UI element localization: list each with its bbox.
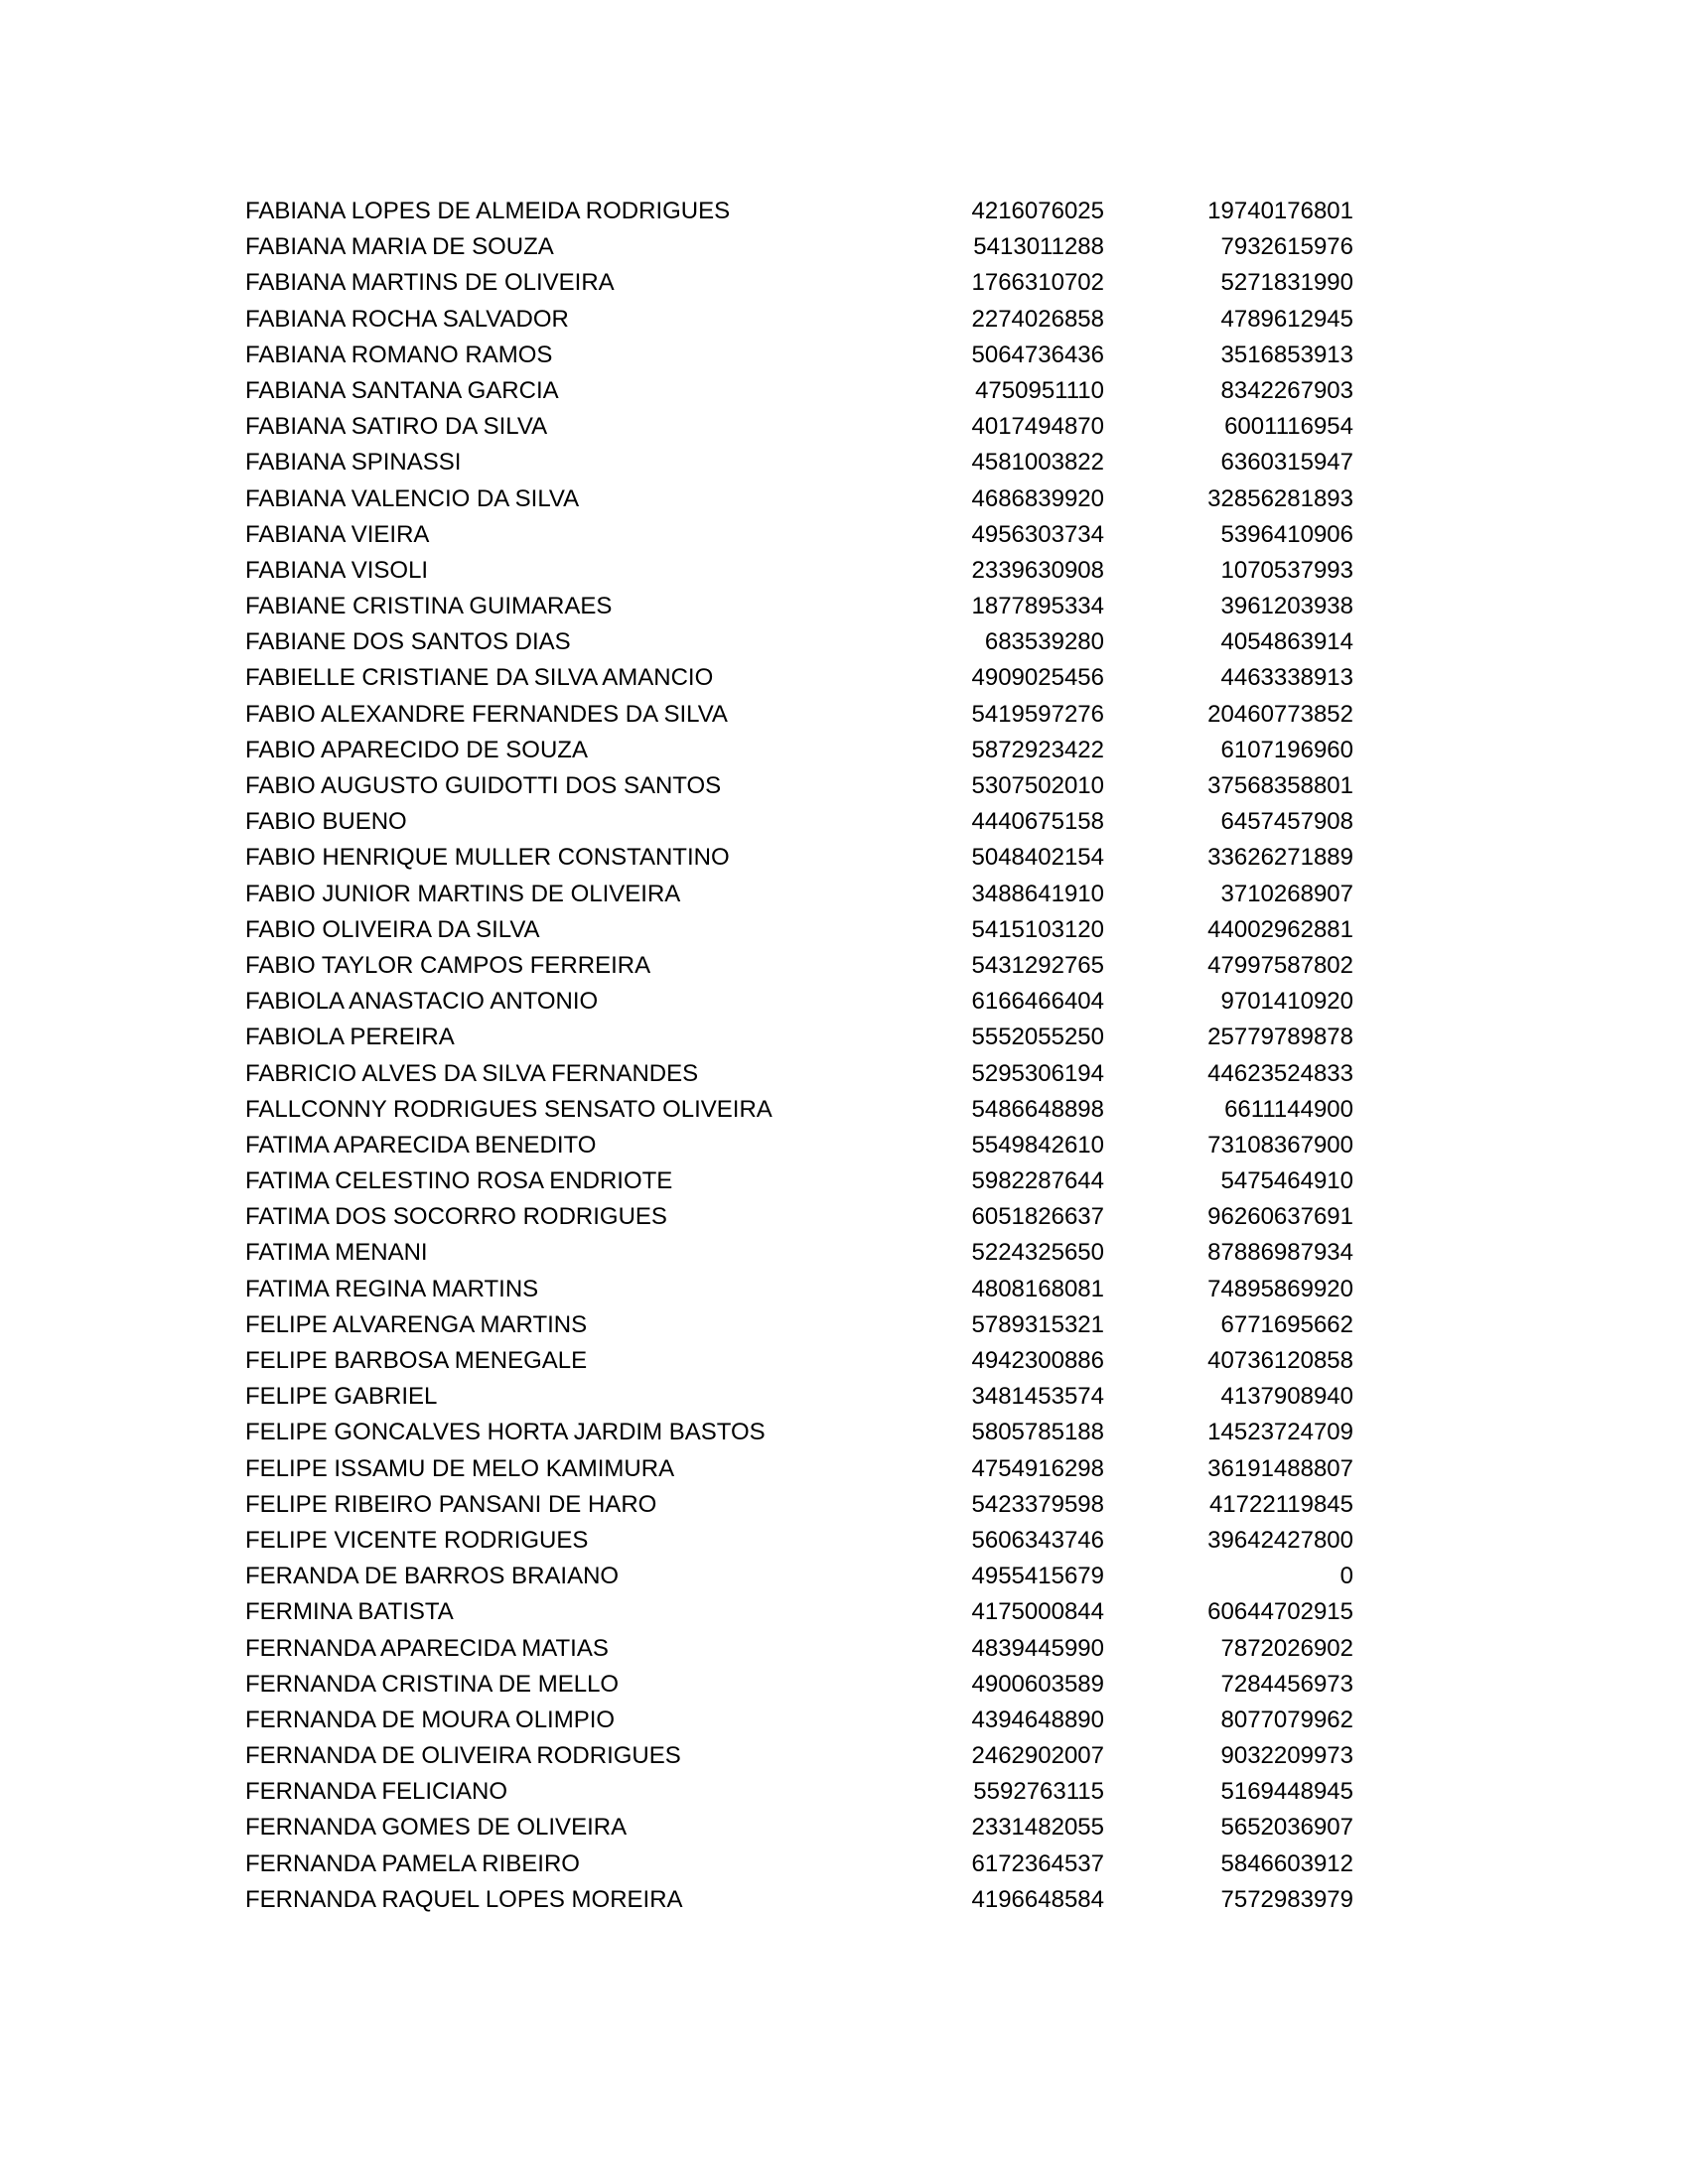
person-name: FABIANA SANTANA GARCIA (245, 376, 559, 404)
table-row (245, 517, 1353, 553)
value-1: 3488641910 (971, 880, 1104, 907)
value-1: 5789315321 (971, 1310, 1104, 1338)
value-2: 6457457908 (1220, 808, 1353, 836)
person-name: FABIANA VISOLI (245, 556, 429, 584)
value-1: 5549842610 (971, 1131, 1104, 1159)
table-row (245, 1631, 1353, 1667)
person-name: FATIMA DOS SOCORRO RODRIGUES (245, 1203, 667, 1231)
person-name: FABIANA SPINASSI (245, 449, 462, 477)
value-2: 14523724709 (1207, 1419, 1353, 1446)
person-name: FABIANA ROCHA SALVADOR (245, 305, 569, 333)
person-name: FERNANDA FELICIANO (245, 1778, 508, 1806)
value-2: 6611144900 (1224, 1095, 1353, 1123)
value-1: 4581003822 (971, 449, 1104, 477)
value-2: 74895869920 (1207, 1275, 1353, 1302)
value-1: 4440675158 (971, 808, 1104, 836)
table-row (245, 1559, 1353, 1594)
value-2: 1070537993 (1220, 556, 1353, 584)
person-name: FELIPE ISSAMU DE MELO KAMIMURA (245, 1454, 675, 1482)
value-2: 44623524833 (1207, 1059, 1353, 1087)
table-row (245, 302, 1353, 338)
value-1: 4839445990 (971, 1634, 1104, 1662)
person-name: FABIANA MARTINS DE OLIVEIRA (245, 269, 615, 297)
person-name: FABIO TAYLOR CAMPOS FERREIRA (245, 951, 651, 979)
person-name: FABIO APARECIDO DE SOUZA (245, 736, 588, 763)
value-1: 4394648890 (971, 1706, 1104, 1733)
person-name: FELIPE BARBOSA MENEGALE (245, 1347, 588, 1374)
table-row (245, 804, 1353, 840)
value-1: 2274026858 (971, 305, 1104, 333)
value-2: 4137908940 (1220, 1383, 1353, 1411)
person-name: FATIMA CELESTINO ROSA ENDRIOTE (245, 1167, 673, 1195)
value-1: 4216076025 (971, 198, 1104, 224)
table-row (245, 1379, 1353, 1415)
table-row (245, 265, 1353, 301)
table-row (245, 1056, 1353, 1092)
value-2: 60644702915 (1207, 1598, 1353, 1626)
value-1: 6166466404 (971, 988, 1104, 1016)
value-2: 41722119845 (1208, 1490, 1353, 1518)
value-2: 8077079962 (1220, 1706, 1353, 1733)
table-row (245, 660, 1353, 696)
table-row (245, 553, 1353, 589)
value-2: 6771695662 (1220, 1310, 1353, 1338)
value-1: 5048402154 (971, 844, 1104, 872)
person-name: FELIPE RIBEIRO PANSANI DE HARO (245, 1490, 657, 1518)
table-row (245, 1020, 1353, 1055)
table-row (245, 697, 1353, 733)
person-name: FABIO OLIVEIRA DA SILVA (245, 915, 540, 943)
value-1: 5606343746 (971, 1526, 1104, 1554)
table-row (245, 1163, 1353, 1199)
value-2: 40736120858 (1207, 1347, 1353, 1374)
value-2: 3516853913 (1220, 341, 1353, 368)
person-name: FELIPE GABRIEL (245, 1383, 438, 1411)
table-row (245, 229, 1353, 265)
value-1: 5307502010 (971, 772, 1104, 799)
value-2: 73108367900 (1207, 1131, 1353, 1159)
person-name: FERNANDA PAMELA RIBEIRO (245, 1849, 580, 1877)
person-name: FABIANE DOS SANTOS DIAS (245, 628, 571, 656)
person-name: FABIANA VIEIRA (245, 520, 430, 548)
person-name: FERNANDA APARECIDA MATIAS (245, 1634, 609, 1662)
table-row (245, 1703, 1353, 1738)
value-1: 4750951110 (975, 376, 1104, 404)
value-2: 8342267903 (1220, 376, 1353, 404)
value-1: 5413011288 (973, 233, 1104, 261)
table-row (245, 1343, 1353, 1379)
table-row (245, 409, 1353, 445)
table-row (245, 1882, 1353, 1918)
value-1: 5064736436 (971, 341, 1104, 368)
table-row (245, 1738, 1353, 1774)
value-1: 1766310702 (971, 269, 1104, 297)
table-row (245, 1307, 1353, 1343)
person-name: FATIMA REGINA MARTINS (245, 1275, 539, 1302)
person-name: FELIPE GONCALVES HORTA JARDIM BASTOS (245, 1419, 766, 1446)
value-1: 3481453574 (971, 1383, 1104, 1411)
value-1: 5224325650 (971, 1239, 1104, 1267)
value-1: 4956303734 (971, 520, 1104, 548)
value-2: 7572983979 (1220, 1885, 1353, 1913)
value-2: 4054863914 (1220, 628, 1353, 656)
table-row (245, 624, 1353, 660)
person-name: FABIO HENRIQUE MULLER CONSTANTINO (245, 844, 730, 872)
table-row (245, 1092, 1353, 1128)
value-1: 2339630908 (971, 556, 1104, 584)
value-2: 37568358801 (1207, 772, 1353, 799)
table-row (245, 1487, 1353, 1523)
person-name: FELIPE VICENTE RODRIGUES (245, 1526, 589, 1554)
table-row (245, 194, 1353, 229)
value-1: 4196648584 (971, 1885, 1104, 1913)
value-1: 4686839920 (971, 484, 1104, 512)
person-name: FERNANDA CRISTINA DE MELLO (245, 1670, 620, 1698)
person-name: FABIANA LOPES DE ALMEIDA RODRIGUES (245, 198, 731, 224)
table-row (245, 733, 1353, 768)
table-row (245, 1774, 1353, 1810)
person-name: FABIELLE CRISTIANE DA SILVA AMANCIO (245, 664, 714, 692)
table-row (245, 481, 1353, 517)
value-1: 5419597276 (971, 700, 1104, 728)
value-2: 4463338913 (1220, 664, 1353, 692)
person-name: FERANDA DE BARROS BRAIANO (245, 1563, 620, 1590)
person-name: FERNANDA DE MOURA OLIMPIO (245, 1706, 616, 1733)
table-row (245, 1235, 1353, 1271)
value-2: 5475464910 (1220, 1167, 1353, 1195)
person-name: FATIMA APARECIDA BENEDITO (245, 1131, 597, 1159)
value-1: 2462902007 (971, 1742, 1104, 1770)
table-row (245, 1594, 1353, 1630)
table-row (245, 877, 1353, 912)
value-1: 5423379598 (971, 1490, 1104, 1518)
table-row (245, 1846, 1353, 1882)
value-1: 5486648898 (971, 1095, 1104, 1123)
value-2: 44002962881 (1207, 915, 1353, 943)
person-name: FABRICIO ALVES DA SILVA FERNANDES (245, 1059, 699, 1087)
table-row (245, 948, 1353, 984)
table-row (245, 1415, 1353, 1450)
person-name: FATIMA MENANI (245, 1239, 428, 1267)
table-row (245, 1451, 1353, 1487)
person-name: FABIO BUENO (245, 808, 407, 836)
table-row (245, 912, 1353, 948)
value-1: 6051826637 (971, 1203, 1104, 1231)
table-row (245, 1199, 1353, 1235)
person-name: FALLCONNY RODRIGUES SENSATO OLIVEIRA (245, 1095, 773, 1123)
value-1: 4017494870 (971, 413, 1104, 441)
value-2: 6107196960 (1220, 736, 1353, 763)
value-2: 32856281893 (1207, 484, 1353, 512)
person-name: FABIO AUGUSTO GUIDOTTI DOS SANTOS (245, 772, 722, 799)
value-2: 5846603912 (1220, 1849, 1353, 1877)
person-name: FERNANDA DE OLIVEIRA RODRIGUES (245, 1742, 681, 1770)
value-2: 7872026902 (1220, 1634, 1353, 1662)
value-2: 20460773852 (1207, 700, 1353, 728)
value-1: 5982287644 (971, 1167, 1104, 1195)
value-2: 9032209973 (1220, 1742, 1353, 1770)
person-name: FABIANA SATIRO DA SILVA (245, 413, 548, 441)
value-1: 4175000844 (971, 1598, 1104, 1626)
value-2: 0 (1339, 1563, 1353, 1590)
table-row (245, 768, 1353, 804)
value-1: 5415103120 (971, 915, 1104, 943)
person-name: FABIOLA PEREIRA (245, 1024, 455, 1051)
table-row (245, 1667, 1353, 1703)
value-2: 5396410906 (1220, 520, 1353, 548)
table-row (245, 589, 1353, 624)
value-1: 5295306194 (971, 1059, 1104, 1087)
value-1: 5872923422 (971, 736, 1104, 763)
table-row (245, 1272, 1353, 1307)
value-2: 5652036907 (1220, 1814, 1353, 1842)
value-2: 9701410920 (1220, 988, 1353, 1016)
value-1: 5592763115 (973, 1778, 1104, 1806)
person-name: FABIOLA ANASTACIO ANTONIO (245, 988, 599, 1016)
table-row (245, 338, 1353, 373)
table-row (245, 1128, 1353, 1163)
value-1: 5552055250 (971, 1024, 1104, 1051)
value-2: 33626271889 (1207, 844, 1353, 872)
value-2: 25779789878 (1207, 1024, 1353, 1051)
value-2: 39642427800 (1207, 1526, 1353, 1554)
person-name: FERMINA BATISTA (245, 1598, 454, 1626)
table-row (245, 1810, 1353, 1845)
person-name: FABIO JUNIOR MARTINS DE OLIVEIRA (245, 880, 681, 907)
value-2: 36191488807 (1207, 1454, 1353, 1482)
value-1: 4909025456 (971, 664, 1104, 692)
value-2: 7932615976 (1220, 233, 1353, 261)
value-1: 683539280 (984, 628, 1104, 656)
value-2: 5169448945 (1220, 1778, 1353, 1806)
person-name: FABIO ALEXANDRE FERNANDES DA SILVA (245, 700, 728, 728)
value-1: 4754916298 (971, 1454, 1104, 1482)
table-row (245, 373, 1353, 409)
person-name: FABIANA ROMANO RAMOS (245, 341, 553, 368)
value-1: 1877895334 (971, 593, 1104, 620)
value-2: 6001116954 (1224, 413, 1353, 441)
value-2: 3710268907 (1220, 880, 1353, 907)
person-name: FABIANE CRISTINA GUIMARAES (245, 593, 613, 620)
person-name: FELIPE ALVARENGA MARTINS (245, 1310, 588, 1338)
value-1: 4900603589 (971, 1670, 1104, 1698)
value-2: 47997587802 (1207, 951, 1353, 979)
table-row (245, 984, 1353, 1020)
person-name: FERNANDA GOMES DE OLIVEIRA (245, 1814, 628, 1842)
value-2: 5271831990 (1220, 269, 1353, 297)
value-2: 96260637691 (1207, 1203, 1353, 1231)
value-2: 87886987934 (1207, 1239, 1353, 1267)
value-1: 2331482055 (971, 1814, 1104, 1842)
value-1: 4955415679 (971, 1563, 1104, 1590)
value-1: 4808168081 (971, 1275, 1104, 1302)
value-2: 4789612945 (1220, 305, 1353, 333)
value-1: 6172364537 (971, 1849, 1104, 1877)
person-name: FERNANDA RAQUEL LOPES MOREIRA (245, 1885, 683, 1913)
person-name: FABIANA MARIA DE SOUZA (245, 233, 554, 261)
table-row (245, 1523, 1353, 1559)
table-row (245, 445, 1353, 480)
roster-table (245, 194, 1353, 1918)
value-1: 5805785188 (971, 1419, 1104, 1446)
value-1: 5431292765 (971, 951, 1104, 979)
person-name: FABIANA VALENCIO DA SILVA (245, 484, 580, 512)
value-1: 4942300886 (971, 1347, 1104, 1374)
value-2: 3961203938 (1220, 593, 1353, 620)
value-2: 7284456973 (1220, 1670, 1353, 1698)
value-2: 6360315947 (1220, 449, 1353, 477)
table-row (245, 840, 1353, 876)
value-2: 19740176801 (1207, 198, 1353, 224)
